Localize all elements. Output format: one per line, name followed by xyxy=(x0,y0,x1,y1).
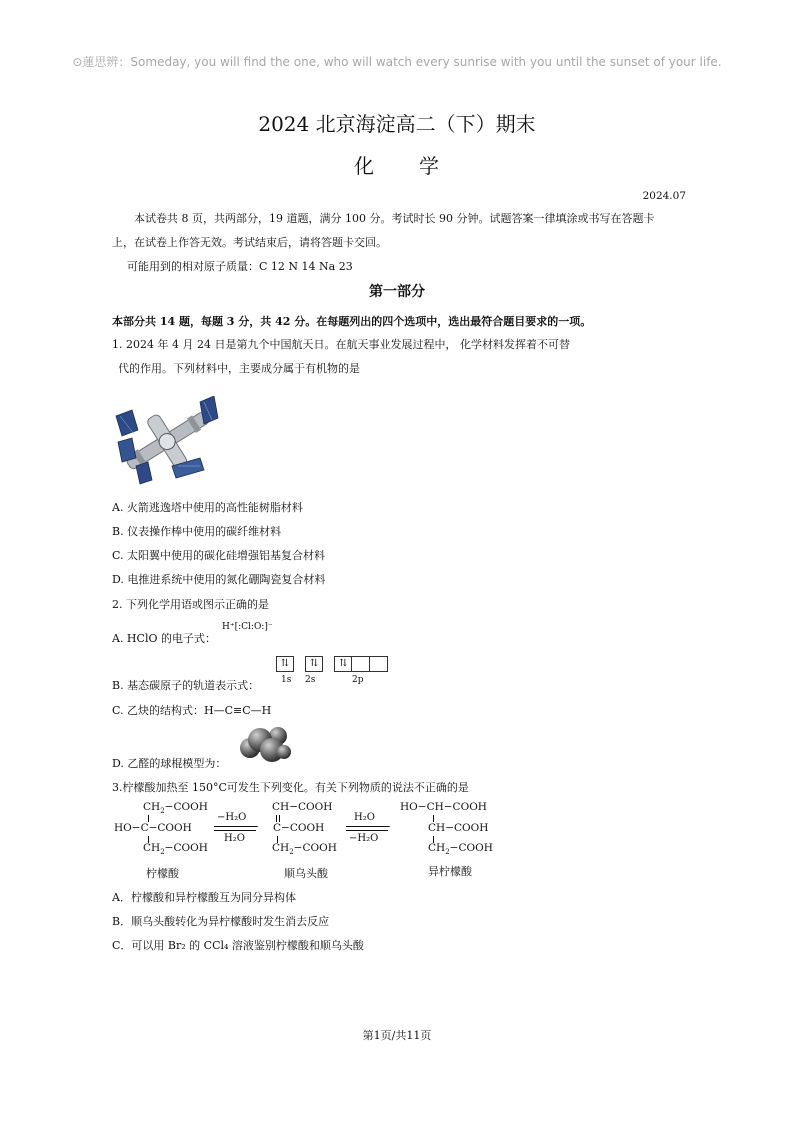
isocitric-bond-top xyxy=(433,815,434,822)
exam-date: 2024.07 xyxy=(642,190,686,202)
q3-stem: 3.柠檬酸加热至 150°C可发生下列变化。有关下列物质的说法不正确的是 xyxy=(112,781,469,794)
reaction-arrow-1 xyxy=(214,812,258,848)
orbital-label-2p: 2p xyxy=(352,675,364,685)
q3-option-b: B．顺乌头酸转化为异柠檬酸时发生消去反应 xyxy=(112,915,330,928)
orbital-box-2p-2 xyxy=(352,656,370,672)
aconitic-double-bond-b xyxy=(279,815,280,822)
q2-stem: 2. 下列化学用语或图示正确的是 xyxy=(112,598,269,611)
hclo-electron-formula: H⁺[:Cl:O:]⁻ xyxy=(222,622,273,632)
intro-line-1: 本试卷共 8 页，共两部分，19 道题，满分 100 分。考试时长 90 分钟。试题答案一律填涂或书写在答题卡 xyxy=(134,212,655,225)
aconitic-acid-name: 顺乌头酸 xyxy=(284,867,328,880)
isocitric-top-group: HO−CH−COOH xyxy=(400,801,487,813)
q1-option-c: C. 太阳翼中使用的碳化硅增强铝基复合材料 xyxy=(112,549,326,562)
arrow2-back-line xyxy=(346,830,388,831)
orbital-label-2s: 2s xyxy=(305,675,316,685)
citric-acid-name: 柠檬酸 xyxy=(146,867,179,880)
citric-acid-structure xyxy=(112,801,212,861)
aconitic-top-group: CH−COOH xyxy=(272,801,333,813)
watermark: ⊙蓮思辨：Someday, you will find the one, who will watch every sunrise with you until the sunset of your life. xyxy=(72,55,722,69)
citric-bottom-group: $CH_2-COOH$ xyxy=(143,842,208,857)
arrow2-top-label: H₂O xyxy=(354,812,375,823)
orbital-box-1s: ⇅ xyxy=(276,656,294,672)
q1-option-a: A. 火箭逃逸塔中使用的高性能树脂材料 xyxy=(112,501,303,514)
isocitric-middle-group: CH−COOH xyxy=(428,822,489,834)
arrow2-forward-line xyxy=(346,826,388,827)
arrow1-forward-line xyxy=(214,826,256,827)
citric-bond-top xyxy=(148,815,149,822)
part1-instruction: 本部分共 14 题，每题 3 分，共 42 分。在每题列出的四个选项中，选出最符合题目要求的一项。 xyxy=(112,315,592,328)
citric-middle-group: HO−C−COOH xyxy=(114,822,192,834)
intro-line-3: 可能用到的相对原子质量：C 12 N 14 Na 23 xyxy=(127,260,353,273)
isocitric-acid-name: 异柠檬酸 xyxy=(428,865,472,878)
orbital-box-2p-1: ⇅ xyxy=(334,656,352,672)
orbital-box-2p-3 xyxy=(370,656,388,672)
q3-option-c: C．可以用 Br₂ 的 CCl₄ 溶液鉴别柠檬酸和顺乌头酸 xyxy=(112,939,364,952)
orbital-diagram xyxy=(276,656,388,675)
isocitric-bottom-group: $CH_2-COOH$ xyxy=(428,842,493,857)
arrow1-top-label: −H₂O xyxy=(217,812,247,823)
q1-stem-line-2: 代的作用。下列材料中，主要成分属于有机物的是 xyxy=(118,362,360,375)
q1-stem-line-1: 1. 2024 年 4 月 24 日是第九个中国航天日。在航天事业发展过程中， 化学材料发挥着不可替 xyxy=(112,338,570,351)
acetaldehyde-ball-model xyxy=(238,724,292,764)
q2-option-b: B. 基态碳原子的轨道表示式： xyxy=(112,679,260,692)
q2-option-c: C. 乙炔的结构式：H—C≡C—H xyxy=(112,704,272,717)
q1-option-d: D. 电推进系统中使用的氮化硼陶瓷复合材料 xyxy=(112,573,326,586)
aconitic-acid-structure xyxy=(272,801,352,861)
subject-title xyxy=(0,150,794,179)
part1-heading: 第一部分 xyxy=(369,284,425,300)
page-title: 2024 北京海淀高二（下）期末 xyxy=(258,112,536,136)
isocitric-acid-structure xyxy=(400,801,500,861)
space-station-image xyxy=(112,396,224,486)
q3-option-a: A．柠檬酸和异柠檬酸互为同分异构体 xyxy=(112,891,296,904)
subject-char-1: 化 xyxy=(354,154,375,178)
aconitic-bottom-group: $CH_2-COOH$ xyxy=(272,842,337,857)
orbital-label-1s: 1s xyxy=(281,675,292,685)
citric-top-group: $CH_2-COOH$ xyxy=(143,801,208,816)
aconitic-double-bond-a xyxy=(276,815,277,822)
page-number: 第1页/共11页 xyxy=(362,1029,432,1042)
arrow1-bottom-label: H₂O xyxy=(224,833,245,844)
subject-char-2: 学 xyxy=(419,154,440,178)
arrow1-back-line xyxy=(214,830,256,831)
arrow2-bottom-label: −H₂O xyxy=(349,833,379,844)
q2-option-a: A. HClO 的电子式： xyxy=(112,632,216,645)
intro-line-2: 上，在试卷上作答无效。考试结束后，请将答题卡交回。 xyxy=(112,236,387,249)
orbital-box-2s: ⇅ xyxy=(305,656,323,672)
q2-option-d: D. 乙醛的球棍模型为： xyxy=(112,757,227,770)
reaction-arrow-2 xyxy=(346,812,390,848)
q1-option-b: B. 仪表操作棒中使用的碳纤维材料 xyxy=(112,525,282,538)
aconitic-middle-group: C−COOH xyxy=(273,822,325,834)
